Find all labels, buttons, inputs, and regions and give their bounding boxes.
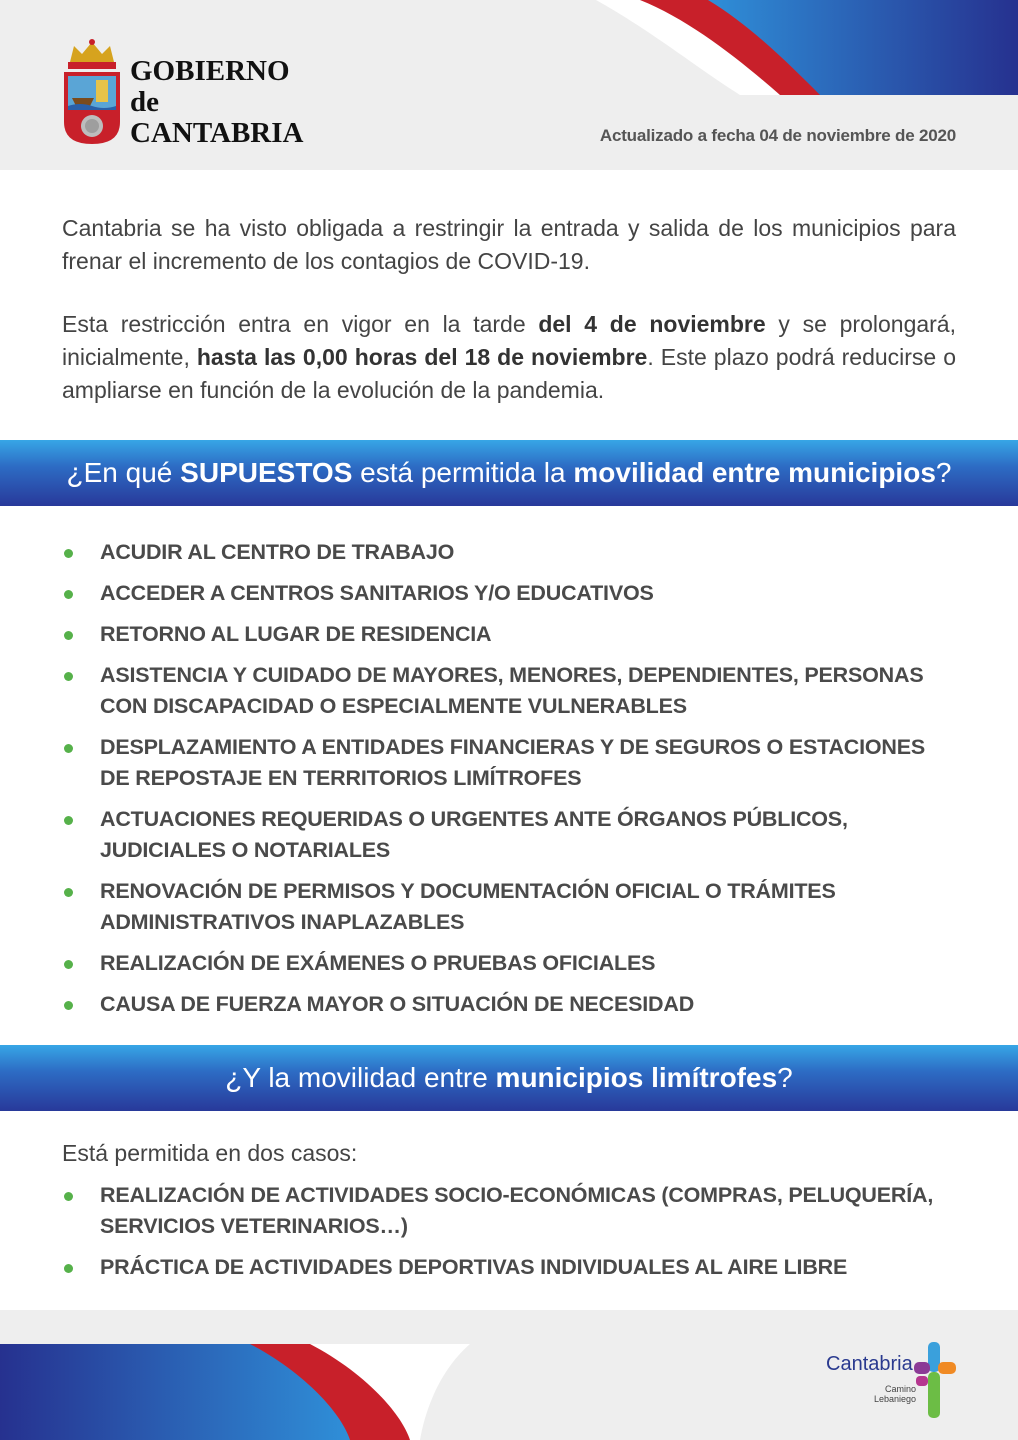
neighbour-cases-list <box>62 1180 952 1293</box>
heading-part: está permitida la <box>352 457 574 488</box>
list-item <box>62 948 952 979</box>
intro-p2-part: y se prolongará, inicialmente, <box>62 311 956 370</box>
bullet-dot-icon <box>64 1001 73 1010</box>
brand-sub-line: Camino <box>884 1384 916 1394</box>
list-item <box>62 732 952 794</box>
section-heading-supuestos <box>0 440 1018 506</box>
bullet-dot-icon <box>64 549 73 558</box>
intro-p2-part: Esta restricción entra en vigor en la tarde <box>62 311 539 337</box>
list-item-text: CAUSA DE FUERZA MAYOR O SITUACIÓN DE NECESIDAD <box>100 992 695 1016</box>
permitted-cases-list <box>62 537 952 1030</box>
bullet-dot-icon <box>64 590 73 599</box>
camino-lebaniego-cross-icon <box>914 1342 956 1418</box>
cantabria-brand-logo <box>826 1340 966 1420</box>
list-item-text: RENOVACIÓN DE PERMISOS Y DOCUMENTACIÓN OFICIAL O TRÁMITES ADMINISTRATIVOS INAPLAZABLES <box>100 879 836 934</box>
two-cases-intro: Está permitida en dos casos: <box>62 1140 358 1166</box>
bullet-dot-icon <box>64 631 73 640</box>
gov-title-line1: GOBIERNO <box>130 55 290 87</box>
list-item <box>62 1252 952 1283</box>
bullet-dot-icon <box>64 672 73 681</box>
list-item-text: RETORNO AL LUGAR DE RESIDENCIA <box>100 622 492 646</box>
heading-emphasis: SUPUESTOS <box>180 457 353 488</box>
bullet-dot-icon <box>64 1192 73 1201</box>
heading-part: ¿Y la movilidad entre <box>225 1062 496 1093</box>
list-item-text: PRÁCTICA DE ACTIVIDADES DEPORTIVAS INDIVIDUALES AL AIRE LIBRE <box>100 1255 848 1279</box>
list-item-text: ASISTENCIA Y CUIDADO DE MAYORES, MENORES, DEPENDIENTES, PERSONAS CON DISCAPACIDAD O ESPECIALMENTE VULNERABLES <box>100 663 924 718</box>
intro-paragraph-2 <box>62 308 956 407</box>
page-header <box>0 0 1018 170</box>
gov-title-line3: CANTABRIA <box>130 117 304 149</box>
cantabria-coat-of-arms-icon <box>60 36 124 148</box>
list-item <box>62 578 952 609</box>
intro-paragraph-1: Cantabria se ha visto obligada a restringir la entrada y salida de los municipios para frenar el incremento de los contagios de COVID-19. <box>62 215 956 274</box>
heading-part: ? <box>777 1062 793 1093</box>
list-item <box>62 876 952 938</box>
list-item <box>62 537 952 568</box>
intro-p2-part: . Este plazo podrá reducirse o ampliarse en función de la evolución de la pandemia. <box>62 344 957 403</box>
bullet-dot-icon <box>64 816 73 825</box>
heading-emphasis: movilidad entre municipios <box>573 457 936 488</box>
list-item <box>62 619 952 650</box>
bullet-dot-icon <box>64 888 73 897</box>
bullet-dot-icon <box>64 960 73 969</box>
list-item <box>62 660 952 722</box>
gov-title-line2: de <box>130 86 159 118</box>
heading-part: ¿En qué <box>66 457 181 488</box>
updated-date: Actualizado a fecha 04 de noviembre de 2020 <box>599 126 956 145</box>
intro-text <box>62 212 956 437</box>
list-item-text: REALIZACIÓN DE EXÁMENES O PRUEBAS OFICIALES <box>100 951 656 975</box>
start-date-emphasis: del 4 de noviembre <box>538 311 766 337</box>
end-date-emphasis: hasta las 0,00 horas del 18 de noviembre <box>196 344 648 370</box>
brand-sub-line: Lebaniego <box>873 1394 916 1404</box>
government-title <box>130 56 303 149</box>
list-item-text: DESPLAZAMIENTO A ENTIDADES FINANCIERAS Y DE SEGUROS O ESTACIONES DE REPOSTAJE EN TERRITORIOS LIMÍTROFES <box>100 735 926 790</box>
list-item-text: ACTUACIONES REQUERIDAS O URGENTES ANTE ÓRGANOS PÚBLICOS, JUDICIALES O NOTARIALES <box>100 807 848 862</box>
list-item <box>62 989 952 1020</box>
heading-emphasis: municipios limítrofes <box>495 1062 778 1093</box>
brand-name: Cantabria <box>826 1353 913 1375</box>
heading-part: ? <box>935 457 952 488</box>
section-heading-limitrofes <box>0 1045 1018 1111</box>
list-item-text: ACUDIR AL CENTRO DE TRABAJO <box>100 540 455 564</box>
list-item-text: ACCEDER A CENTROS SANITARIOS Y/O EDUCATIVOS <box>100 581 654 605</box>
bullet-dot-icon <box>64 1264 73 1273</box>
list-item-text: REALIZACIÓN DE ACTIVIDADES SOCIO-ECONÓMICAS (COMPRAS, PELUQUERÍA, SERVICIOS VETERINARIOS…) <box>100 1183 934 1238</box>
bullet-dot-icon <box>64 744 73 753</box>
list-item <box>62 804 952 866</box>
brand-subtitle <box>872 1384 916 1404</box>
list-item <box>62 1180 952 1242</box>
